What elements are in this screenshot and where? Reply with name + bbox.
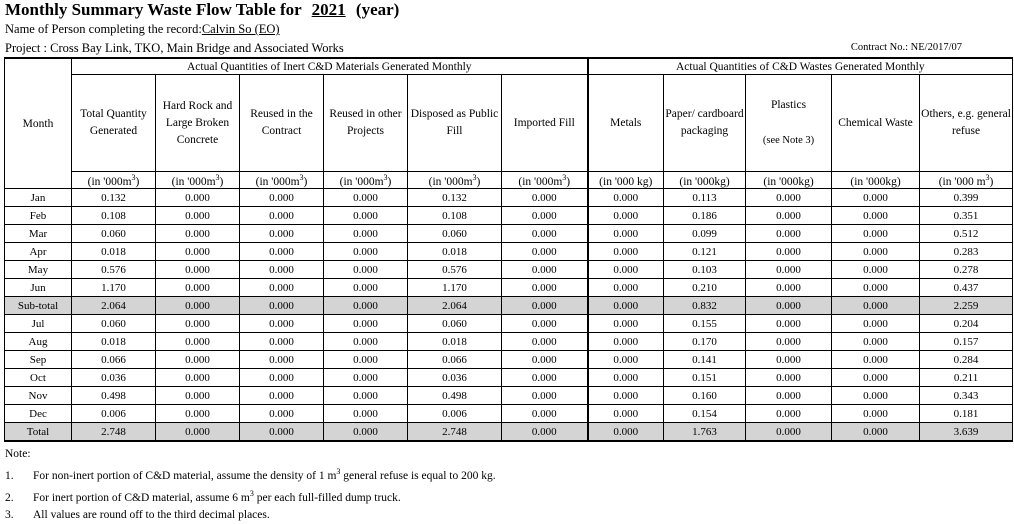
column-unit: (in '$000m^3$) bbox=[502, 172, 588, 189]
value-cell: 0.113 bbox=[664, 189, 746, 207]
value-cell: 0.000 bbox=[324, 243, 408, 261]
value-cell: 0.000 bbox=[502, 423, 588, 442]
column-name: Plastics bbox=[770, 99, 807, 111]
month-cell: Aug bbox=[5, 333, 72, 351]
value-cell: 2.748 bbox=[72, 423, 156, 442]
value-cell: 1.170 bbox=[408, 279, 502, 297]
value-cell: 0.000 bbox=[746, 315, 832, 333]
column-name: Others, e.g. general refuse bbox=[921, 108, 1011, 137]
value-cell: 0.000 bbox=[156, 423, 240, 442]
value-cell: 0.108 bbox=[408, 207, 502, 225]
value-cell: 0.000 bbox=[502, 405, 588, 423]
value-cell: 0.170 bbox=[664, 333, 746, 351]
value-cell: 0.278 bbox=[920, 261, 1013, 279]
value-cell: 0.006 bbox=[408, 405, 502, 423]
value-cell: 0.060 bbox=[72, 225, 156, 243]
column-unit: (in '000kg) bbox=[664, 172, 746, 189]
value-cell: 0.351 bbox=[920, 207, 1013, 225]
value-cell: 0.000 bbox=[502, 351, 588, 369]
month-cell: Jul bbox=[5, 315, 72, 333]
value-cell: 0.000 bbox=[240, 351, 324, 369]
value-cell: 0.000 bbox=[746, 405, 832, 423]
value-cell: 0.066 bbox=[408, 351, 502, 369]
value-cell: 0.000 bbox=[832, 405, 920, 423]
value-cell: 0.151 bbox=[664, 369, 746, 387]
value-cell: 0.000 bbox=[502, 189, 588, 207]
column-header bbox=[832, 75, 920, 172]
value-cell: 2.259 bbox=[920, 297, 1013, 315]
month-cell: Sep bbox=[5, 351, 72, 369]
value-cell: 0.132 bbox=[72, 189, 156, 207]
value-cell: 0.000 bbox=[240, 297, 324, 315]
value-cell: 0.498 bbox=[72, 387, 156, 405]
page-title bbox=[5, 0, 399, 20]
value-cell: 0.000 bbox=[240, 243, 324, 261]
value-cell: 0.000 bbox=[240, 261, 324, 279]
subtotal-row bbox=[5, 297, 1013, 315]
value-cell: 0.000 bbox=[832, 387, 920, 405]
month-cell: Jan bbox=[5, 189, 72, 207]
value-cell: 0.343 bbox=[920, 387, 1013, 405]
value-cell: 0.000 bbox=[502, 243, 588, 261]
note-text: All values are round off to the third decimal places. bbox=[33, 508, 270, 521]
value-cell: 0.000 bbox=[156, 315, 240, 333]
month-cell: Mar bbox=[5, 225, 72, 243]
project-line: Project : Cross Bay Link, TKO, Main Bridge and Associated Works bbox=[5, 41, 344, 55]
value-cell: 0.000 bbox=[746, 189, 832, 207]
value-cell: 3.639 bbox=[920, 423, 1013, 442]
month-cell: Sub-total bbox=[5, 297, 72, 315]
value-cell: 0.000 bbox=[156, 225, 240, 243]
note-2 bbox=[5, 485, 496, 507]
value-cell: 0.000 bbox=[588, 243, 664, 261]
value-cell: 0.000 bbox=[588, 207, 664, 225]
value-cell: 0.108 bbox=[72, 207, 156, 225]
value-cell: 0.000 bbox=[588, 333, 664, 351]
note-number: 3. bbox=[5, 508, 14, 521]
waste-flow-table bbox=[4, 57, 1013, 442]
person-line bbox=[5, 22, 308, 37]
value-cell: 0.000 bbox=[832, 423, 920, 442]
value-cell: 0.832 bbox=[664, 297, 746, 315]
value-cell: 0.000 bbox=[588, 405, 664, 423]
value-cell: 0.060 bbox=[72, 315, 156, 333]
value-cell: 0.006 bbox=[72, 405, 156, 423]
column-header bbox=[156, 75, 240, 172]
table-row bbox=[5, 207, 1013, 225]
note-number: 1. bbox=[5, 469, 14, 482]
value-cell: 0.000 bbox=[240, 315, 324, 333]
value-cell: 0.000 bbox=[832, 207, 920, 225]
subtotal-row bbox=[5, 423, 1013, 442]
value-cell: 0.000 bbox=[588, 225, 664, 243]
column-header bbox=[502, 75, 588, 172]
value-cell: 0.000 bbox=[588, 369, 664, 387]
value-cell: 0.000 bbox=[502, 225, 588, 243]
value-cell: 0.284 bbox=[920, 351, 1013, 369]
value-cell: 0.000 bbox=[502, 387, 588, 405]
table-row bbox=[5, 189, 1013, 207]
value-cell: 0.000 bbox=[746, 423, 832, 442]
value-cell: 0.000 bbox=[502, 297, 588, 315]
value-cell: 0.154 bbox=[664, 405, 746, 423]
value-cell: 0.000 bbox=[502, 207, 588, 225]
value-cell: 0.000 bbox=[324, 297, 408, 315]
value-cell: 0.000 bbox=[324, 261, 408, 279]
value-cell: 0.018 bbox=[72, 243, 156, 261]
title-prefix: Monthly Summary Waste Flow Table for bbox=[5, 0, 302, 19]
value-cell: 0.000 bbox=[746, 387, 832, 405]
month-header: Month bbox=[5, 58, 72, 189]
value-cell: 0.000 bbox=[240, 225, 324, 243]
column-name: Chemical Waste bbox=[838, 116, 913, 129]
value-cell: 0.000 bbox=[240, 279, 324, 297]
group-header-waste: Actual Quantities of C&D Wastes Generated Monthly bbox=[588, 58, 1013, 75]
column-header bbox=[240, 75, 324, 172]
column-name: Imported Fill bbox=[513, 116, 575, 129]
value-cell: 0.000 bbox=[832, 297, 920, 315]
table-row bbox=[5, 405, 1013, 423]
column-name: Total Quantity Generated bbox=[80, 108, 147, 137]
value-cell: 0.000 bbox=[324, 369, 408, 387]
table-row bbox=[5, 243, 1013, 261]
column-unit: (in '$000m^3$) bbox=[156, 172, 240, 189]
value-cell: 0.000 bbox=[156, 333, 240, 351]
value-cell: 0.000 bbox=[588, 315, 664, 333]
value-cell: 0.160 bbox=[664, 387, 746, 405]
value-cell: 0.210 bbox=[664, 279, 746, 297]
value-cell: 2.064 bbox=[408, 297, 502, 315]
value-cell: 0.000 bbox=[502, 333, 588, 351]
column-header bbox=[664, 75, 746, 172]
value-cell: 0.000 bbox=[588, 261, 664, 279]
column-name: Paper/ cardboard packaging bbox=[665, 108, 744, 137]
month-cell: Apr bbox=[5, 243, 72, 261]
value-cell: 0.000 bbox=[156, 279, 240, 297]
value-cell: 0.000 bbox=[588, 279, 664, 297]
column-unit: (in '$000m^3$) bbox=[72, 172, 156, 189]
month-cell: May bbox=[5, 261, 72, 279]
month-cell: Oct bbox=[5, 369, 72, 387]
value-cell: 1.170 bbox=[72, 279, 156, 297]
value-cell: 0.132 bbox=[408, 189, 502, 207]
value-cell: 0.155 bbox=[664, 315, 746, 333]
value-cell: 0.000 bbox=[324, 405, 408, 423]
value-cell: 0.000 bbox=[240, 207, 324, 225]
value-cell: 0.000 bbox=[156, 405, 240, 423]
note-1 bbox=[5, 463, 496, 485]
column-unit: (in '000 kg) bbox=[588, 172, 664, 189]
contract-number: Contract No.: NE/2017/07 bbox=[850, 42, 962, 53]
value-cell: 0.000 bbox=[324, 207, 408, 225]
note-text: For inert portion of C&D material, assume 6 $m^3$ per each full-filled dump truck. bbox=[33, 488, 401, 504]
value-cell: 0.437 bbox=[920, 279, 1013, 297]
value-cell: 0.000 bbox=[746, 243, 832, 261]
value-cell: 0.018 bbox=[408, 333, 502, 351]
column-unit: (in '$000m^3$) bbox=[240, 172, 324, 189]
value-cell: 0.000 bbox=[746, 207, 832, 225]
value-cell: 0.000 bbox=[502, 261, 588, 279]
table-row bbox=[5, 315, 1013, 333]
value-cell: 0.018 bbox=[408, 243, 502, 261]
column-unit: (in '000kg) bbox=[746, 172, 832, 189]
value-cell: 0.000 bbox=[240, 369, 324, 387]
value-cell: 0.000 bbox=[746, 225, 832, 243]
value-cell: 0.181 bbox=[920, 405, 1013, 423]
value-cell: 0.000 bbox=[502, 369, 588, 387]
value-cell: 0.036 bbox=[72, 369, 156, 387]
value-cell: 0.576 bbox=[72, 261, 156, 279]
value-cell: 0.000 bbox=[832, 315, 920, 333]
value-cell: 1.763 bbox=[664, 423, 746, 442]
column-name: Reused in the Contract bbox=[250, 108, 313, 137]
value-cell: 0.211 bbox=[920, 369, 1013, 387]
value-cell: 0.000 bbox=[746, 279, 832, 297]
table-row bbox=[5, 261, 1013, 279]
value-cell: 0.060 bbox=[408, 315, 502, 333]
value-cell: 0.498 bbox=[408, 387, 502, 405]
value-cell: 0.000 bbox=[156, 297, 240, 315]
month-cell: Dec bbox=[5, 405, 72, 423]
value-cell: 0.000 bbox=[324, 189, 408, 207]
table-row bbox=[5, 279, 1013, 297]
value-cell: 0.000 bbox=[588, 351, 664, 369]
value-cell: 0.000 bbox=[324, 279, 408, 297]
value-cell: 0.000 bbox=[832, 243, 920, 261]
value-cell: 0.000 bbox=[324, 333, 408, 351]
value-cell: 0.000 bbox=[832, 369, 920, 387]
table-row bbox=[5, 225, 1013, 243]
column-name: Metals bbox=[610, 116, 642, 129]
value-cell: 0.157 bbox=[920, 333, 1013, 351]
value-cell: 0.000 bbox=[502, 279, 588, 297]
value-cell: 0.186 bbox=[664, 207, 746, 225]
value-cell: 0.000 bbox=[324, 423, 408, 442]
table-row bbox=[5, 369, 1013, 387]
notes-section bbox=[5, 446, 496, 524]
value-cell: 0.099 bbox=[664, 225, 746, 243]
value-cell: 0.576 bbox=[408, 261, 502, 279]
value-cell: 0.000 bbox=[832, 225, 920, 243]
value-cell: 0.103 bbox=[664, 261, 746, 279]
value-cell: 0.512 bbox=[920, 225, 1013, 243]
value-cell: 0.000 bbox=[156, 243, 240, 261]
column-header bbox=[324, 75, 408, 172]
value-cell: 0.000 bbox=[324, 315, 408, 333]
column-note: (see Note 3) bbox=[762, 135, 815, 146]
value-cell: 0.000 bbox=[746, 297, 832, 315]
column-header bbox=[408, 75, 502, 172]
person-name: Calvin So (EO) bbox=[201, 22, 280, 36]
value-cell: 0.000 bbox=[746, 351, 832, 369]
title-year: 2021 bbox=[311, 0, 346, 19]
column-unit: (in '$000m^3$) bbox=[408, 172, 502, 189]
value-cell: 0.066 bbox=[72, 351, 156, 369]
value-cell: 0.000 bbox=[588, 297, 664, 315]
month-cell: Total bbox=[5, 423, 72, 442]
value-cell: 0.000 bbox=[156, 351, 240, 369]
value-cell: 0.204 bbox=[920, 315, 1013, 333]
column-header bbox=[72, 75, 156, 172]
column-header bbox=[920, 75, 1013, 172]
value-cell: 0.399 bbox=[920, 189, 1013, 207]
column-name: Reused in other Projects bbox=[329, 108, 402, 137]
value-cell: 0.000 bbox=[240, 405, 324, 423]
value-cell: 0.000 bbox=[502, 315, 588, 333]
value-cell: 0.000 bbox=[746, 369, 832, 387]
value-cell: 0.000 bbox=[240, 333, 324, 351]
value-cell: 0.000 bbox=[832, 279, 920, 297]
value-cell: 0.000 bbox=[156, 189, 240, 207]
value-cell: 0.141 bbox=[664, 351, 746, 369]
value-cell: 0.000 bbox=[324, 387, 408, 405]
note-number: 2. bbox=[5, 491, 14, 504]
value-cell: 0.000 bbox=[240, 189, 324, 207]
value-cell: 0.060 bbox=[408, 225, 502, 243]
column-unit: (in '000 $m^3$) bbox=[920, 172, 1013, 189]
table-row bbox=[5, 351, 1013, 369]
value-cell: 0.036 bbox=[408, 369, 502, 387]
value-cell: 0.000 bbox=[240, 387, 324, 405]
value-cell: 0.000 bbox=[832, 189, 920, 207]
value-cell: 0.000 bbox=[832, 333, 920, 351]
column-unit: (in '$000m^3$) bbox=[324, 172, 408, 189]
value-cell: 0.000 bbox=[588, 387, 664, 405]
group-header-inert: Actual Quantities of Inert C&D Materials Generated Monthly bbox=[72, 58, 588, 75]
column-name: Disposed as Public Fill bbox=[410, 108, 499, 137]
title-suffix: (year) bbox=[355, 0, 400, 19]
value-cell: 0.283 bbox=[920, 243, 1013, 261]
value-cell: 0.000 bbox=[156, 261, 240, 279]
note-text: For non-inert portion of C&D material, assume the density of 1 $m^3$ general refuse is equal to 200 kg. bbox=[33, 467, 496, 482]
value-cell: 0.000 bbox=[746, 333, 832, 351]
note-3 bbox=[5, 507, 496, 524]
value-cell: 0.000 bbox=[832, 351, 920, 369]
column-name: Hard Rock and Large Broken Concrete bbox=[162, 99, 233, 146]
value-cell: 0.000 bbox=[156, 387, 240, 405]
column-header bbox=[746, 75, 832, 172]
value-cell: 2.064 bbox=[72, 297, 156, 315]
month-cell: Feb bbox=[5, 207, 72, 225]
month-cell: Jun bbox=[5, 279, 72, 297]
value-cell: 0.000 bbox=[832, 261, 920, 279]
column-unit: (in '000kg) bbox=[832, 172, 920, 189]
table-row bbox=[5, 333, 1013, 351]
value-cell: 0.000 bbox=[324, 225, 408, 243]
table-row bbox=[5, 387, 1013, 405]
value-cell: 0.000 bbox=[156, 207, 240, 225]
value-cell: 0.000 bbox=[240, 423, 324, 442]
value-cell: 0.000 bbox=[588, 189, 664, 207]
person-label: Name of Person completing the record: bbox=[5, 22, 202, 36]
value-cell: 0.000 bbox=[746, 261, 832, 279]
value-cell: 0.000 bbox=[156, 369, 240, 387]
value-cell: 0.000 bbox=[324, 351, 408, 369]
notes-heading: Note: bbox=[5, 448, 31, 460]
value-cell: 0.000 bbox=[588, 423, 664, 442]
column-header bbox=[588, 75, 664, 172]
value-cell: 0.018 bbox=[72, 333, 156, 351]
value-cell: 0.121 bbox=[664, 243, 746, 261]
value-cell: 2.748 bbox=[408, 423, 502, 442]
month-cell: Nov bbox=[5, 387, 72, 405]
